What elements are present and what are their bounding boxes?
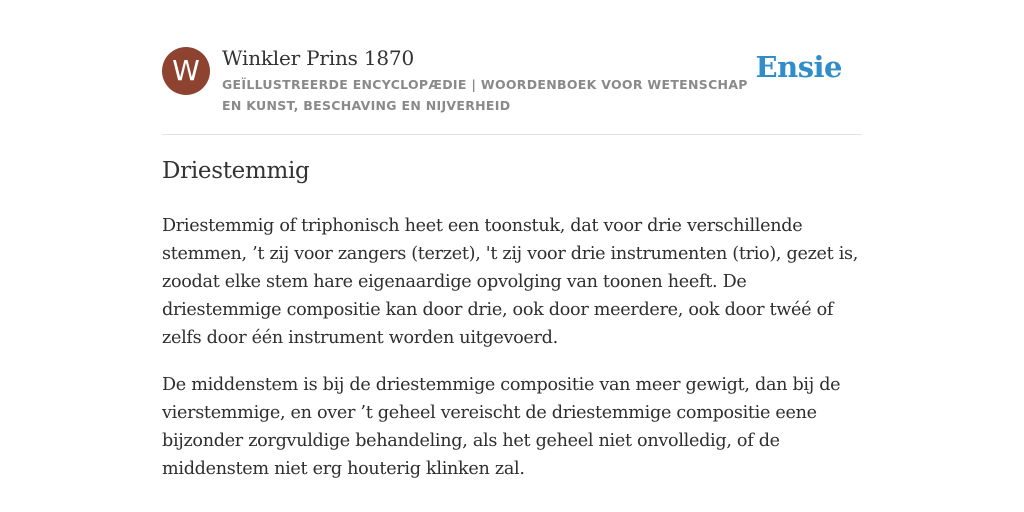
entry-card	[162, 0, 862, 479]
source-title[interactable]: Winkler Prins 1870	[222, 46, 414, 70]
entry-paragraph: De middenstem is bij de driestemmige compositie van meer gewigt, dan bij de vierstemmige, en over ’t geheel vereischt de driestemmige compositie eene bijzonder zorgvuldige behandeling, als het geheel niet onvolledig, of de middenstem niet erg houterig klinken zal.	[162, 375, 841, 479]
source-subtitle: GEÏLLUSTREERDE ENCYCLOPÆDIE | WOORDENBOEK VOOR WETENSCHAP EN KUNST, BESCHAVING EN NIJVERHEID	[222, 77, 748, 113]
source-header	[162, 0, 862, 135]
ensie-logo[interactable]: Ensie	[755, 50, 842, 84]
entry-paragraph: Driestemmig of triphonisch heet een toonstuk, dat voor drie verschillende stemmen, ’t zij voor zangers (terzet), 't zij voor drie instrumenten (trio), gezet is, zoodat elke stem hare eigenaardige opvolging van toonen heeft. De driestemmige compositie kan door drie, ook door meerdere, ook door twéé of zelfs door één instrument worden uitgevoerd.	[162, 216, 859, 348]
entry-body	[162, 212, 862, 502]
entry-title: Driestemmig	[162, 158, 310, 184]
source-avatar[interactable]: W	[162, 47, 210, 95]
